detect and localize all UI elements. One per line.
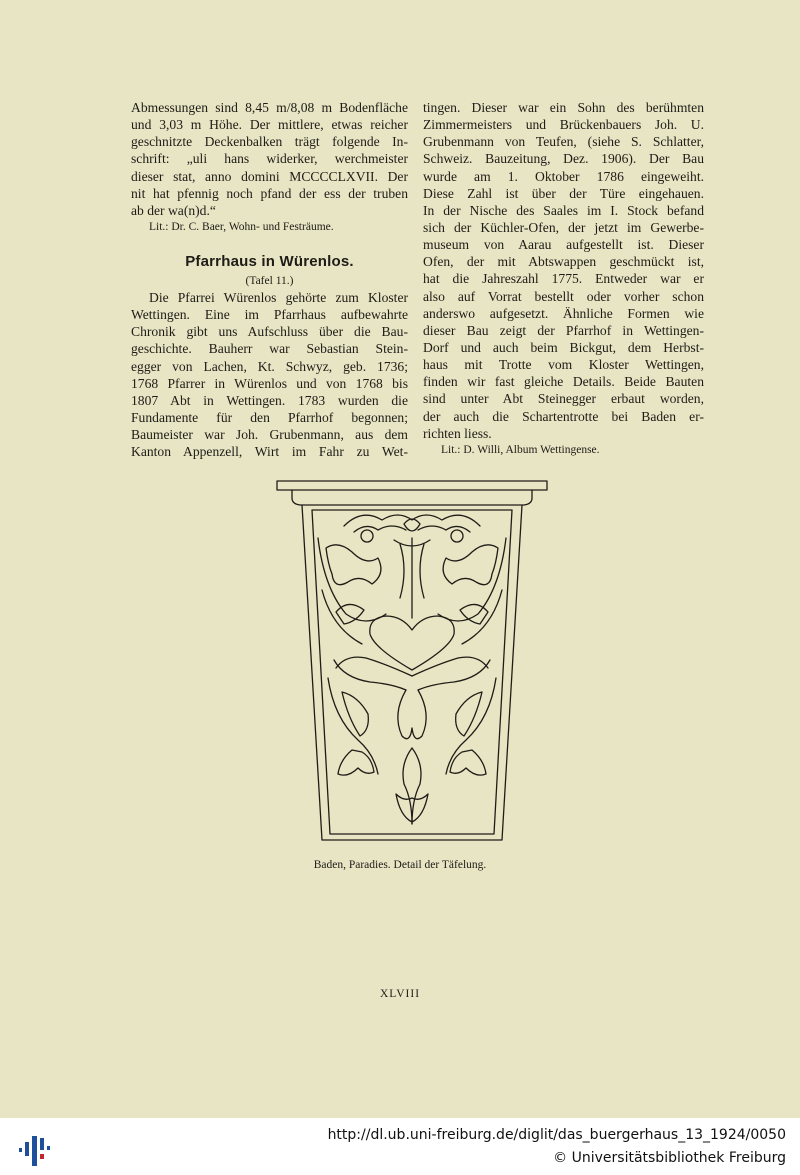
text-line: hat die Jahreszahl 1775. Entweder war er — [423, 271, 704, 287]
text-line: 1768 Pfarrer in Würenlos und von 1768 bis — [131, 375, 408, 391]
text-line: anderswo aufgesetzt. Ähnliche Formen wie — [423, 305, 704, 321]
text-line: dieser Bau zeigt der Pfarrhof in Wettingen- — [423, 322, 704, 338]
literature-reference: Lit.: Dr. C. Baer, Wohn- und Festräume. — [149, 220, 334, 233]
text-line: Die Pfarrei Würenlos gehörte zum Kloster — [149, 289, 408, 305]
text-line: dieser stat, anno domini MCCCCLXVII. Der — [131, 168, 408, 184]
text-line: finden wir fast gleiche Details. Beide Bauten — [423, 374, 704, 390]
text-line: Diese Zahl ist über der Türe eingehauen. — [423, 185, 704, 201]
text-line: Fundamente für den Pfarrhof begonnen; — [131, 409, 408, 425]
text-line: Dorf und auch beim Bickgut, dem Herbst- — [423, 339, 704, 355]
left-column — [131, 99, 408, 460]
text-line: Wettingen. Eine im Pfarrhaus aufbewahrte — [131, 307, 408, 323]
text-line: Zimmermeisters und Brückenbauers Joh. U. — [423, 117, 704, 133]
text-line: Abmessungen sind 8,45 m/8,08 m Bodenfläche — [131, 100, 408, 115]
text-line: Schweiz. Bauzeitung, Dez. 1906). Der Bau — [423, 151, 704, 167]
text-line: tingen. Dieser war ein Sohn des berühmten — [423, 100, 704, 115]
figure-caption: Baden, Paradies. Detail der Täfelung. — [313, 859, 487, 871]
text-line: und 3,03 m Höhe. Der mittlere, etwas reicher — [131, 117, 408, 133]
text-line: geschichte. Bauherr war Sebastian Stein- — [131, 341, 408, 357]
right-paragraph-1 — [423, 99, 704, 442]
text-line: ab der wa(n)d.“ — [131, 202, 216, 218]
right-column — [423, 99, 704, 460]
panelling-illustration — [274, 478, 550, 848]
text-line: sich der Küchler-Ofen, der jetzt im Gewerbe- — [423, 219, 704, 235]
text-line: also auf Vorrat bestellt oder vorher schon — [423, 288, 704, 304]
ub-freiburg-logo-icon — [18, 1128, 52, 1168]
text-line: nit hat pfennig noch pfand der ess der truben — [131, 185, 408, 201]
text-line: schrift: „uli hans widerker, werchmeister — [131, 151, 408, 167]
text-line: sind unter Abt Steinegger erbaut worden, — [423, 391, 704, 407]
permalink-url[interactable]: http://dl.ub.uni-freiburg.de/diglit/das_buergerhaus_13_1924/0050 — [327, 1127, 786, 1143]
left-paragraph-1 — [131, 99, 408, 219]
text-line: wurde am 1. Oktober 1786 eingeweiht. — [423, 168, 704, 184]
text-line: museum von Aarau aufgestellt ist. Dieser — [423, 237, 704, 253]
text-line: haus mit Trotte vom Kloster Wettingen, — [423, 357, 704, 373]
section-heading: Pfarrhaus in Würenlos. — [185, 252, 354, 270]
plate-reference: (Tafel 11.) — [245, 274, 294, 287]
text-line: Ofen, der mit Abtswappen geschmückt ist, — [423, 254, 704, 270]
text-line: geschnitzte Deckenbalken trägt folgende In- — [131, 134, 408, 150]
text-line: 1807 Abt in Wettingen. 1783 wurden die — [131, 392, 408, 408]
text-line: Grubenmann von Teufen, (siehe S. Schlatter, — [423, 134, 704, 150]
text-line: richten liess. — [423, 425, 492, 441]
text-line: egger von Lachen, Kt. Schwyz, geb. 1736; — [131, 358, 408, 374]
left-paragraph-2 — [131, 289, 408, 460]
text-line: Baumeister war Joh. Grubenmann, aus dem — [131, 427, 408, 443]
text-line: Chronik gibt uns Aufschluss über die Bau- — [131, 324, 408, 340]
copyright-notice: © Universitätsbibliothek Freiburg — [553, 1150, 786, 1166]
viewer-footer — [0, 1118, 800, 1175]
text-line: der auch die Schartentrotte bei Baden er- — [423, 408, 704, 424]
literature-reference: Lit.: D. Willi, Album Wettingense. — [441, 443, 600, 456]
text-line: In der Nische des Saales im I. Stock befand — [423, 202, 704, 218]
text-line: Kanton Appenzell, Wirt im Fahr zu Wet- — [131, 444, 408, 460]
page-number: XLVIII — [379, 988, 421, 1000]
